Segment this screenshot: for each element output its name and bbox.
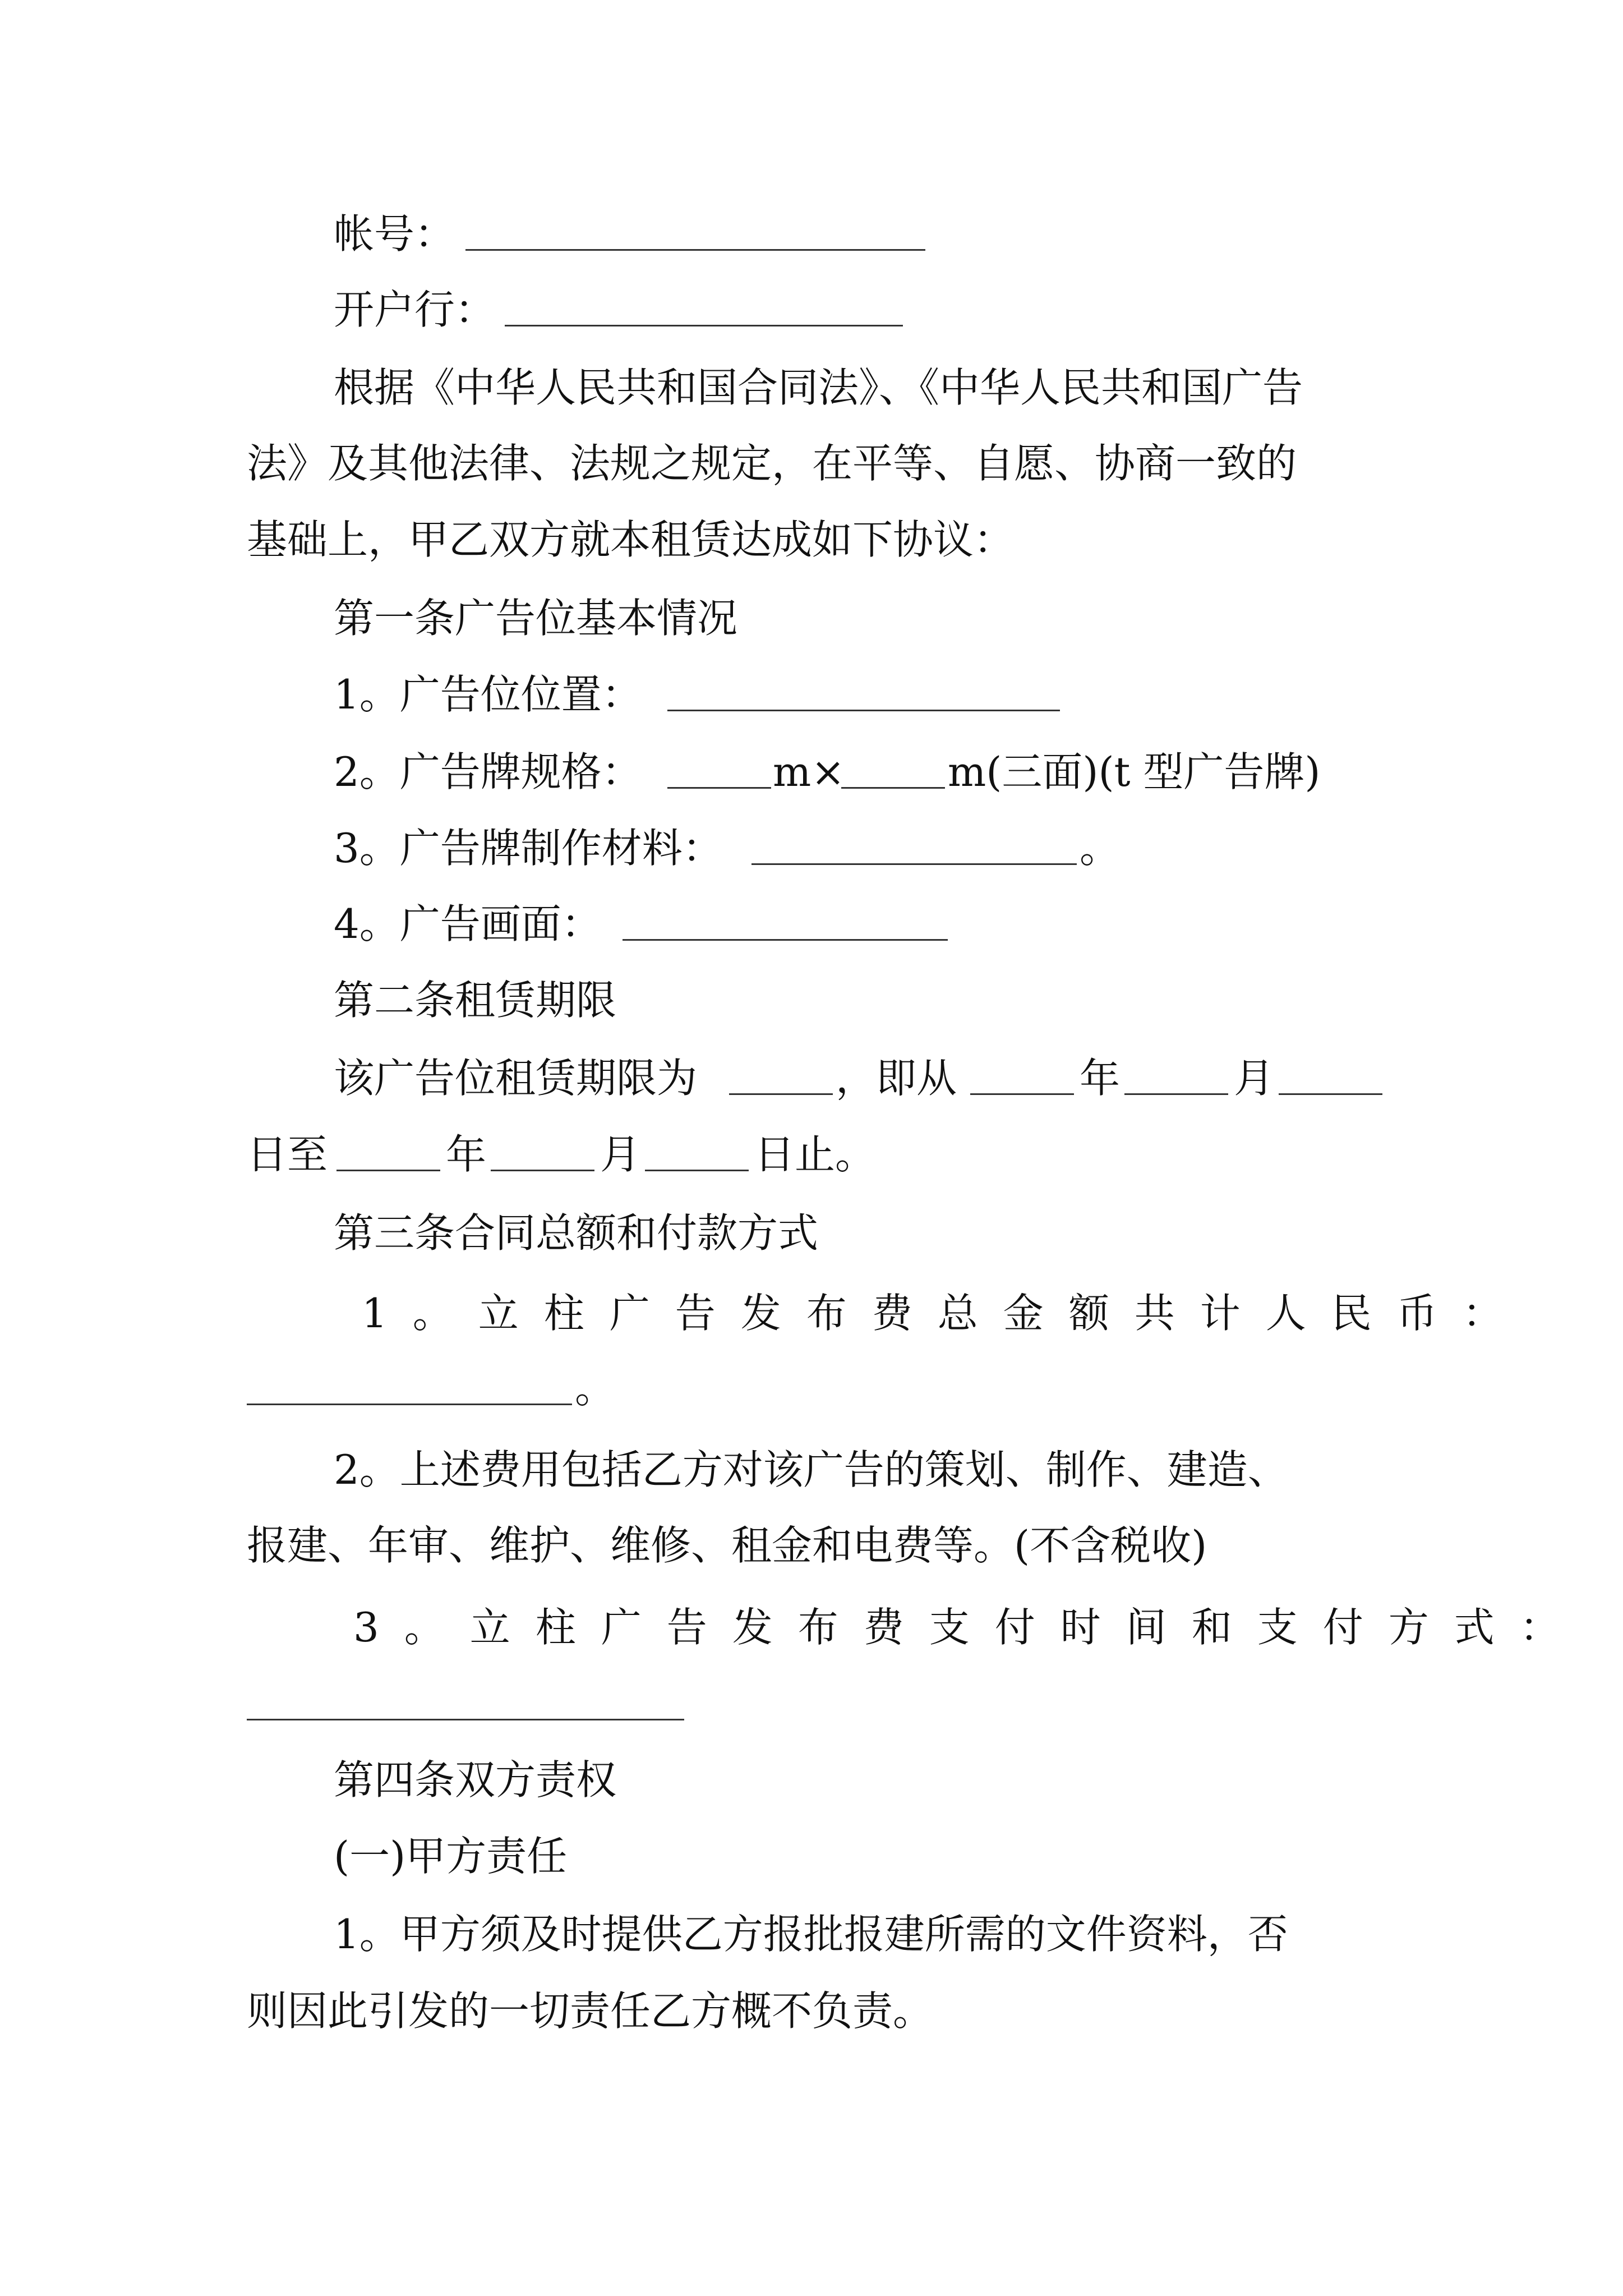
a3-item1-end: 。 bbox=[575, 1365, 616, 1412]
article2-title: 第二条租赁期限 bbox=[334, 977, 617, 1024]
a2-line-2 bbox=[0, 1124, 1623, 1185]
a2-text-b: ，即从 bbox=[836, 1055, 957, 1102]
a2-day-end: 日止。 bbox=[754, 1131, 876, 1178]
a3-item2-line-1 bbox=[0, 1439, 1623, 1501]
a4-party-a-heading: (一)甲方责任 bbox=[334, 1833, 568, 1880]
a3-item1-label: 1。立柱广告发布费总金额共计人民币： bbox=[362, 1290, 1528, 1337]
a2-end-year: 年 bbox=[446, 1131, 487, 1178]
a1-item1-label: 1。广告位位置： bbox=[334, 671, 642, 718]
intro-line-1 bbox=[0, 357, 1623, 418]
bank-blank bbox=[505, 325, 903, 326]
intro-text-2: 法》及其他法律、法规之规定，在平等、自愿、协商一致的 bbox=[247, 440, 1297, 487]
a1-item2-blank-1 bbox=[667, 787, 771, 789]
article4-title-line bbox=[0, 1749, 1623, 1811]
article3-title: 第三条合同总额和付款方式 bbox=[334, 1209, 819, 1257]
article1-title: 第一条广告位基本情况 bbox=[334, 595, 738, 642]
a3-item1-blank-line bbox=[0, 1358, 1623, 1419]
a1-item3-end: 。 bbox=[1080, 825, 1121, 872]
a1-item2-unit-1: m× bbox=[773, 748, 845, 795]
a1-item3-label: 3。广告牌制作材料： bbox=[334, 825, 723, 872]
a2-end-day-blank bbox=[645, 1170, 749, 1171]
a1-item1-blank bbox=[667, 710, 1060, 711]
intro-line-2 bbox=[0, 432, 1623, 494]
article3-title-line bbox=[0, 1202, 1623, 1264]
a4-item1-line-1 bbox=[0, 1903, 1623, 1965]
a3-item3-line bbox=[0, 1596, 1623, 1658]
intro-text-1: 根据《中华人民共和国合同法》、《中华人民共和国广告 bbox=[334, 364, 1303, 411]
a1-item2-label: 2。广告牌规格： bbox=[334, 748, 642, 795]
a3-item1-line bbox=[0, 1282, 1623, 1344]
intro-text-3: 基础上，甲乙双方就本租赁达成如下协议： bbox=[247, 516, 1015, 563]
account-line bbox=[0, 203, 1623, 265]
a2-start-month-blank bbox=[1124, 1093, 1228, 1095]
a2-end-month: 月 bbox=[600, 1131, 641, 1178]
a1-item2-line bbox=[0, 741, 1623, 803]
a3-item2-text-2: 报建、年审、维护、维修、租金和电费等。(不含税收) bbox=[247, 1522, 1207, 1569]
intro-line-3 bbox=[0, 509, 1623, 570]
a1-item1-line bbox=[0, 664, 1623, 725]
article1-title-line bbox=[0, 587, 1623, 649]
a4-item1-text-2: 则因此引发的一切责任乙方概不负责。 bbox=[247, 1987, 934, 2035]
a2-period-blank bbox=[729, 1093, 833, 1095]
a2-start-year-blank bbox=[970, 1093, 1074, 1095]
a1-item4-label: 4。广告画面： bbox=[334, 900, 602, 947]
bank-label: 开户行： bbox=[334, 286, 496, 333]
a1-item3-blank bbox=[751, 863, 1077, 865]
a1-item4-blank bbox=[623, 939, 948, 941]
a1-item2-unit-2: m(三面)(t 型广告牌) bbox=[948, 748, 1321, 795]
a1-item2-blank-2 bbox=[841, 787, 945, 789]
a3-item3-label: 3。立柱广告发布费支付时间和支付方式： bbox=[353, 1604, 1585, 1651]
article2-title-line bbox=[0, 969, 1623, 1031]
a2-end-month-blank bbox=[491, 1170, 594, 1171]
a2-start-month: 月 bbox=[1234, 1055, 1275, 1102]
article4-title: 第四条双方责权 bbox=[334, 1756, 617, 1803]
a4-party-a-line bbox=[0, 1825, 1623, 1887]
a1-item3-line bbox=[0, 817, 1623, 879]
a4-item1-line-2 bbox=[0, 1980, 1623, 2042]
account-label: 帐号： bbox=[334, 210, 455, 257]
account-blank bbox=[465, 249, 925, 251]
a1-item4-line bbox=[0, 893, 1623, 955]
a2-end-year-blank bbox=[336, 1170, 440, 1171]
a2-line-1 bbox=[0, 1047, 1623, 1109]
a3-item3-blank-line bbox=[0, 1673, 1623, 1734]
a3-item1-blank bbox=[247, 1404, 572, 1405]
a2-day-to: 日至 bbox=[247, 1131, 328, 1178]
a2-start-year: 年 bbox=[1080, 1055, 1121, 1102]
a3-item2-text-1: 2。上述费用包括乙方对该广告的策划、制作、建造、 bbox=[334, 1446, 1288, 1493]
a2-text-a: 该广告位租赁期限为 bbox=[334, 1055, 698, 1102]
a4-item1-text-1: 1。甲方须及时提供乙方报批报建所需的文件资料，否 bbox=[334, 1911, 1288, 1958]
bank-line bbox=[0, 279, 1623, 341]
a3-item3-blank bbox=[247, 1719, 684, 1720]
a2-start-day-blank bbox=[1279, 1093, 1382, 1095]
a3-item2-line-2 bbox=[0, 1515, 1623, 1576]
